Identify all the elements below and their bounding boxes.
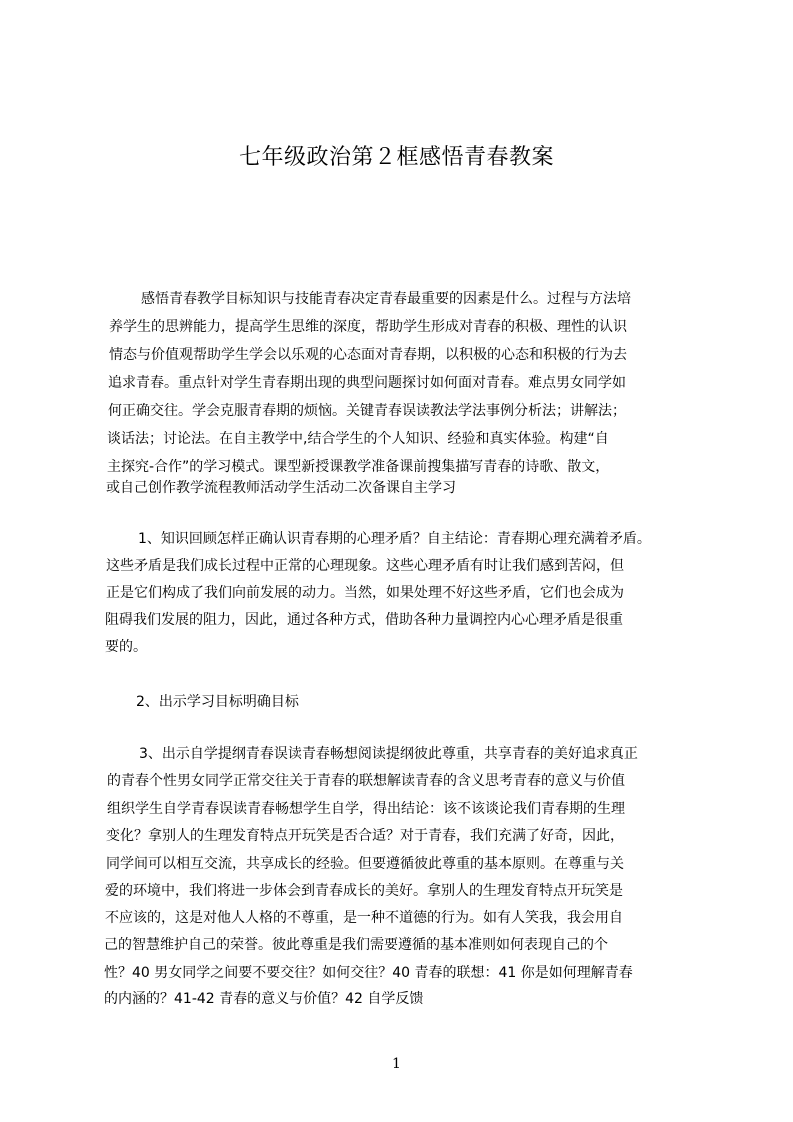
- text-line: 3、出示自学提纲青春误读青春畅想阅读提纲彼此尊重，共享青春的美好追求真正: [139, 746, 638, 762]
- document-title: 七年级政治第２框感悟青春教案: [238, 145, 554, 170]
- text-line: 主探究-合作”的学习模式。课型新授课教学准备课前搜集描写青春的诗歌、散文，: [107, 459, 610, 475]
- text-line: 追求青春。重点针对学生青春期出现的典型问题探讨如何面对青春。难点男女同学如: [108, 375, 626, 391]
- text-line: 不应该的，这是对他人人格的不尊重，是一种不道德的行为。如有人笑我，我会用自: [105, 910, 623, 926]
- text-line: 这些矛盾是我们成长过程中正常的心理现象。这些心理矛盾有时让我们感到苦闷，但: [106, 558, 624, 574]
- text-line: 2、出示学习目标明确目标: [136, 694, 299, 710]
- text-line: 己的智慧维护自己的荣誉。彼此尊重是我们需要遵循的基本准则如何表现自己的个: [104, 937, 608, 953]
- text-line: 爱的环境中，我们将进一步体会到青春成长的美好。拿别人的生理发育特点开玩笑是: [105, 883, 623, 899]
- text-line: 要的。: [105, 639, 147, 655]
- text-line: 性？40 男女同学之间要不要交往？如何交往？40 青春的联想：41 你是如何理解青春: [104, 965, 633, 981]
- text-line: 同学间可以相互交流，共享成长的经验。但要遵循彼此尊重的基本原则。在尊重与关: [106, 856, 624, 872]
- text-line: 养学生的思辨能力，提高学生思维的深度，帮助学生形成对青春的积极、理性的认识: [109, 319, 627, 335]
- text-line: 感悟青春教学目标知识与技能青春决定青春最重要的因素是什么。过程与方法培: [141, 291, 631, 307]
- text-line: 变化？拿别人的生理发育特点开玩笑是否合适？对于青春，我们充满了好奇，因此，: [106, 828, 624, 844]
- text-line: 何正确交往。学会克服青春期的烦恼。关键青春误读教法学法事例分析法；讲解法；: [108, 403, 626, 419]
- text-line: 1、知识回顾怎样正确认识青春期的心理矛盾？自主结论：青春期心理充满着矛盾。: [138, 531, 651, 547]
- page-number: 1: [392, 1056, 401, 1072]
- text-line: 或自己创作教学流程教师活动学生活动二次备课自主学习: [106, 480, 456, 496]
- text-line: 阻碍我们发展的阻力，因此，通过各种方式，借助各种力量调控内心心理矛盾是很重: [105, 612, 623, 628]
- text-line: 正是它们构成了我们向前发展的动力。当然，如果处理不好这些矛盾，它们也会成为: [106, 585, 624, 601]
- text-line: 谈话法；讨论法。在自主教学中,结合学生的个人知识、经验和真实体验。构建“自: [107, 431, 609, 447]
- text-line: 情态与价值观帮助学生学会以乐观的心态面对青春期，以积极的心态和积极的行为去: [109, 347, 627, 363]
- text-line: 的内涵的？41-42 青春的意义与价值？42 自学反馈: [104, 991, 424, 1007]
- text-line: 的青春个性男女同学正常交往关于青春的联想解读青春的含义思考青春的意义与价值: [107, 773, 625, 789]
- text-line: 组织学生自学青春误读青春畅想学生自学，得出结论：该不该谈论我们青春期的生理: [107, 801, 625, 817]
